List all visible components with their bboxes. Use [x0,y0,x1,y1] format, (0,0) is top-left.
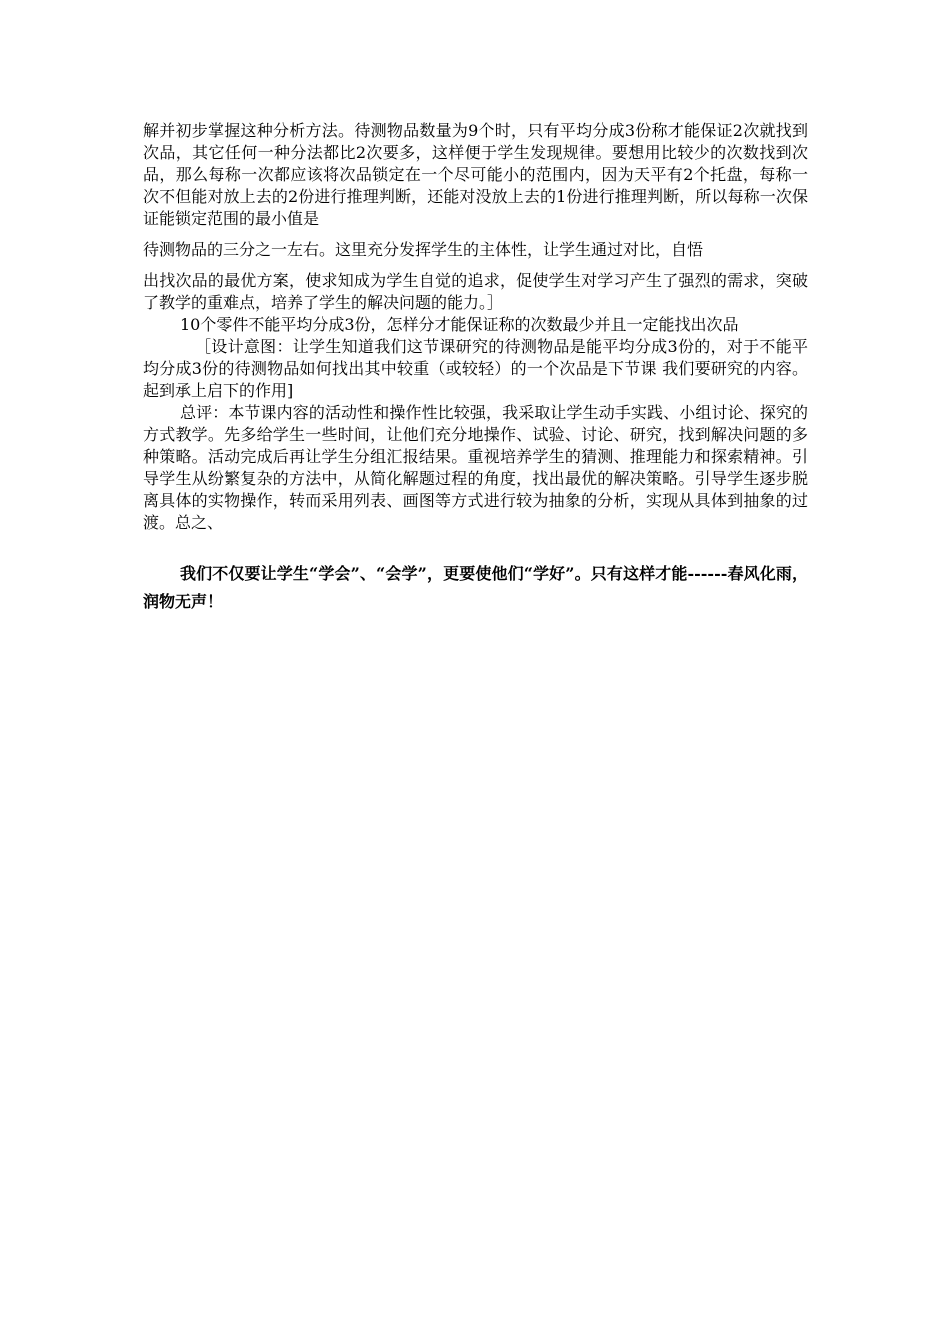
paragraph-summary: 总评：本节课内容的活动性和操作性比较强，我采取让学生动手实践、小组讨论、探究的方式教学。先多给学生一些时间，让他们充分地操作、试验、讨论、研究，找到解决问题的多种策略。活动完成后再让学生分组汇报结果。重视培养学生的猜测、推理能力和探索精神。引导学生从纷繁复杂的方法中，从简化解题过程的角度，找出最优的解决策略。引导学生逐步脱离具体的实物操作，转而采用列表、画图等方式进行较为抽象的分析，实现从具体到抽象的过渡。总之、 [143,403,808,532]
paragraph-analysis [143,120,808,314]
spacer [143,534,808,560]
paragraph-ten-parts-question: 10个零件不能平均分成3份，怎样分才能保证称的次数最少并且一定能找出次品 [180,315,739,334]
document-body [143,120,808,616]
closing-statement: 我们不仅要让学生“学会”、“会学”，更要使他们“学好”。只有这样才能------春风化雨，润物无声！ [143,564,808,611]
paragraph-analysis-part3: 出找次品的最优方案，使求知成为学生自觉的追求，促使学生对学习产生了强烈的需求，突破了教学的重难点，培养了学生的解决问题的能力。］ [143,271,808,312]
paragraph-design-intent: ［设计意图：让学生知道我们这节课研究的待测物品是能平均分成3份的，对于不能平均分成3份的待测物品如何找出其中较重（或较轻）的一个次品是下节课 我们要研究的内容。起到承上启下的作用] [143,337,808,400]
paragraph-analysis-part2: 待测物品的三分之一左右。这里充分发挥学生的主体性，让学生通过对比，自悟 [143,240,704,259]
paragraph-analysis-part1: 解并初步掌握这种分析方法。待测物品数量为9个时，只有平均分成3份称才能保证2次就找到次品，其它任何一种分法都比2次要多，这样便于学生发现规律。要想用比较少的次数找到次品，那么每称一次都应该将次品锁定在一个尽可能小的范围内，因为天平有2个托盘，每称一次不但能对放上去的2份进行推理判断，还能对没放上去的1份进行推理判断，所以每称一次保证能锁定范围的最小值是 [143,121,808,228]
